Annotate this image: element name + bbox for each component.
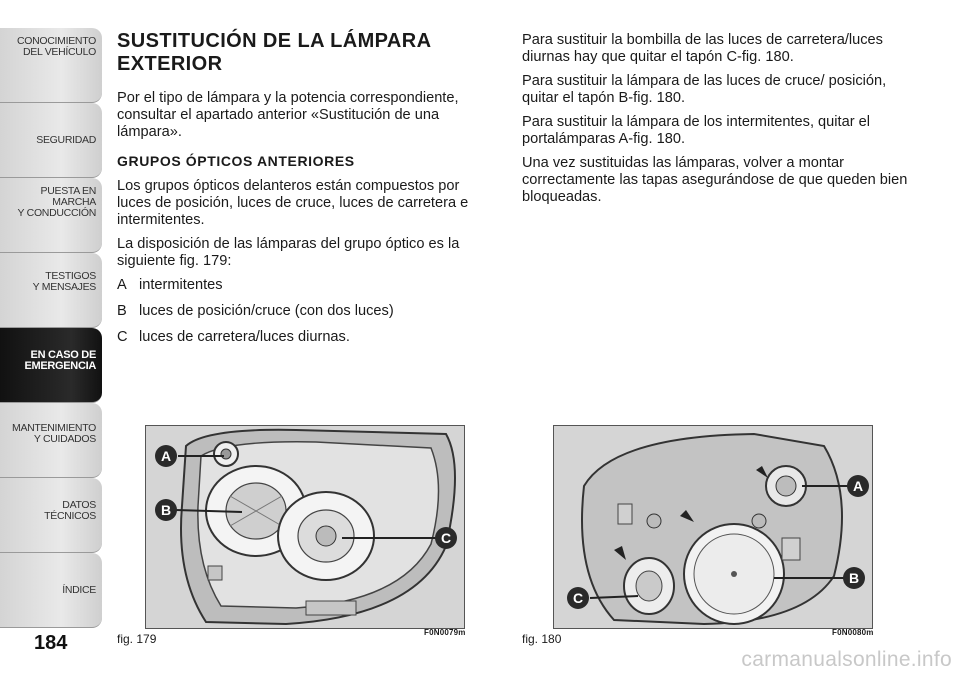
tab-label: Y CUIDADOS [33,433,96,445]
tab-label: EN CASO DE [30,349,96,361]
paragraph: Una vez sustituidas las lámparas, volver a montar correctamente las tapas asegurándose de que queden bien bloqueadas. [522,155,908,205]
tab-label: ÍNDICE [62,583,96,596]
chapter-tabs [0,28,102,628]
left-column [117,30,477,355]
tab-label: EMERGENCIA [24,360,96,372]
title-line: EXTERIOR [117,53,223,75]
list-item [117,303,477,320]
list-text: luces de carretera/luces diurnas. [139,329,350,345]
callout-label: C [572,590,584,606]
tab-label: DEL VEHÍCULO [22,46,96,58]
tab-mantenimiento[interactable] [0,403,102,478]
tab-label: PUESTA EN [40,185,96,197]
list-item [117,329,477,346]
paragraph: Para sustituir la bombilla de las luces de carretera/luces diurnas hay que quitar el tapón C-fig. 180. [522,32,883,65]
list-item [117,277,477,294]
callout-label: B [848,570,860,586]
intro-paragraph: Por el tipo de lámpara y la potencia correspondiente, consultar el apartado anterior «Sustitución de una lámpara». [117,90,459,140]
list-key: A [117,277,127,293]
paragraph: Para sustituir la lámpara de las luces de cruce/ posición, quitar el tapón B-fig. 180. [522,73,887,106]
page-number: 184 [34,632,68,654]
headlamp-illustration [146,426,464,628]
paragraph: Los grupos ópticos delanteros están compuestos por luces de posición, luces de cruce, luces de carretera e intermitentes. [117,178,469,228]
figure-179-headlamp [145,425,465,629]
figure-code: F0N0079m [424,628,466,637]
tab-indice[interactable] [0,553,102,628]
tab-datos-tecnicos[interactable] [0,478,102,553]
title-line: SUSTITUCIÓN DE LA LÁMPARA [117,30,432,52]
callout-label: B [160,502,172,518]
list-key: C [117,329,128,345]
callout-label: A [852,478,864,494]
tab-seguridad[interactable] [0,103,102,178]
paragraph: Para sustituir la lámpara de los intermitentes, quitar el portalámparas A-fig. 180. [522,114,870,147]
callout-label: C [440,530,452,546]
tab-label: CONOCIMIENTO [16,35,96,47]
tab-testigos[interactable] [0,253,102,328]
list-key: B [117,303,127,319]
list-text: luces de posición/cruce (con dos luces) [139,303,394,319]
figure-code: F0N0080m [832,628,874,637]
tab-label: DATOS [62,499,96,511]
figure-caption: fig. 179 [117,632,157,646]
tab-label: Y MENSAJES [32,281,96,293]
headlamp-rear-illustration [554,426,872,628]
tab-puesta-en-marcha[interactable] [0,178,102,253]
section-title [117,30,477,76]
list-text: intermitentes [139,277,223,293]
tab-label: TÉCNICOS [44,510,96,522]
figure-caption: fig. 180 [522,632,562,646]
right-column [522,32,922,213]
paragraph: La disposición de las lámparas del grupo óptico es la siguiente fig. 179: [117,236,460,269]
watermark: carmanualsonline.info [741,648,952,671]
tab-label: TESTIGOS [45,270,96,282]
tab-label: MANTENIMIENTO [12,422,96,434]
figure-180-headlamp-rear [553,425,873,629]
callout-label: A [160,448,172,464]
tab-emergencia[interactable] [0,328,102,403]
subheading: GRUPOS ÓPTICOS ANTERIORES [117,153,355,169]
tab-label: Y CONDUCCIÓN [17,207,96,219]
tab-conocimiento[interactable] [0,28,102,103]
tab-label: MARCHA [52,196,96,208]
tab-label: SEGURIDAD [36,133,96,146]
